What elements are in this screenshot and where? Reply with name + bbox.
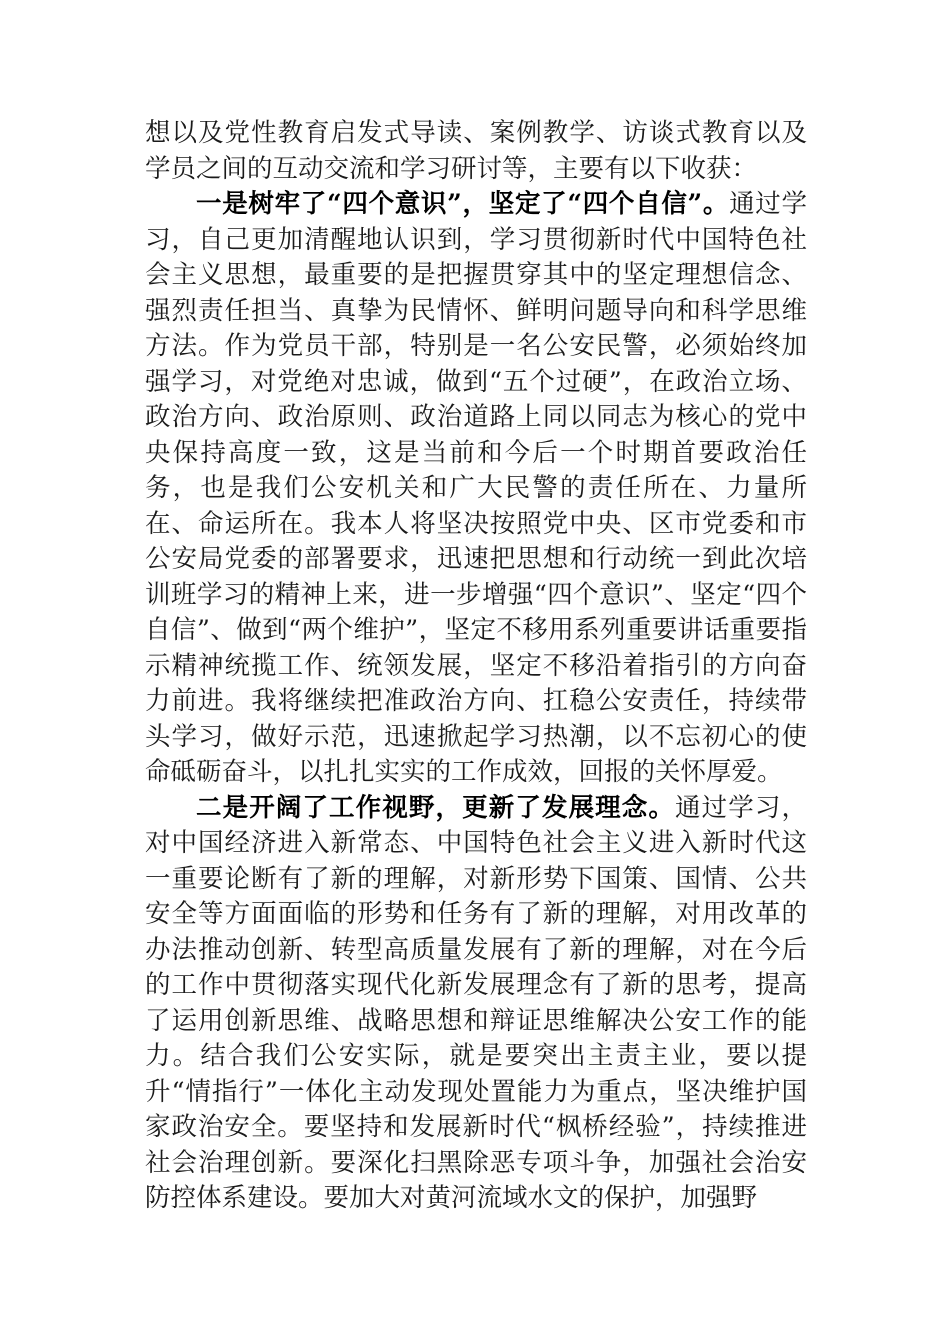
- paragraph-3-heading: 二是开阔了工作视野，更新了发展理念。: [196, 792, 676, 823]
- paragraph-2-text: 通过学习，自己更加清醒地认识到，学习贯彻新时代中国特色社会主义思想，最重要的是把握贯穿其中的坚定理想信念、强烈责任担当、真挚为民情怀、鲜明问题导向和科学思维方法。作为党员干部，特别是一名公安民警，必须始终加强学习，对党绝对忠诚，做到“五个过硬”，在政治立场、政治方向、政治原则、政治道路上同以同志为核心的党中央保持高度一致，这是当前和今后一个时期首要政治任务，也是我们公安机关和广大民警的责任所在、力量所在、命运所在。我本人将坚决按照党中央、区市党委和市公安局党委的部署要求，迅速把思想和行动统一到此次培训班学习的精神上来，进一步增强“四个意识”、坚定“四个自信”、做到“两个维护”，坚定不移用系列重要讲话重要指示精神统揽工作、统领发展，坚定不移沿着指引的方向奋力前进。我将继续把准政治方向、扛稳公安责任，持续带头学习，做好示范，迅速掀起学习热潮，以不忘初心的使命砥砺奋斗，以扎扎实实的工作成效，回报的关怀厚爱。: [145, 189, 807, 787]
- paragraph-2: [145, 187, 807, 791]
- paragraph-1: [145, 116, 807, 187]
- paragraph-2-heading: 一是树牢了“四个意识”，坚定了“四个自信”。: [196, 189, 730, 219]
- paragraph-1-text: 想以及党性教育启发式导读、案例教学、访谈式教育以及学员之间的互动交流和学习研讨等，主要有以下收获：: [145, 118, 807, 184]
- document-body: [145, 116, 807, 1217]
- paragraph-3-text: 通过学习，对中国经济进入新常态、中国特色社会主义进入新时代这一重要论断有了新的理解，对新形势下国策、国情、公共安全等方面面临的形势和任务有了新的理解，对用改革的办法推动创新、转型高质量发展有了新的理解，对在今后的工作中贯彻落实现代化新发展理念有了新的思考，提高了运用创新思维、战略思想和辩证思维解决公安工作的能力。结合我们公安实际，就是要突出主责主业，要以提升“情指行”一体化主动发现处置能力为重点，坚决维护国家政治安全。要坚持和发展新时代“枫桥经验”，持续推进社会治理创新。要深化扫黑除恶专项斗争，加强社会治安防控体系建设。要加大对黄河流域水文的保护，加强野: [145, 792, 807, 1213]
- paragraph-3: [145, 791, 807, 1217]
